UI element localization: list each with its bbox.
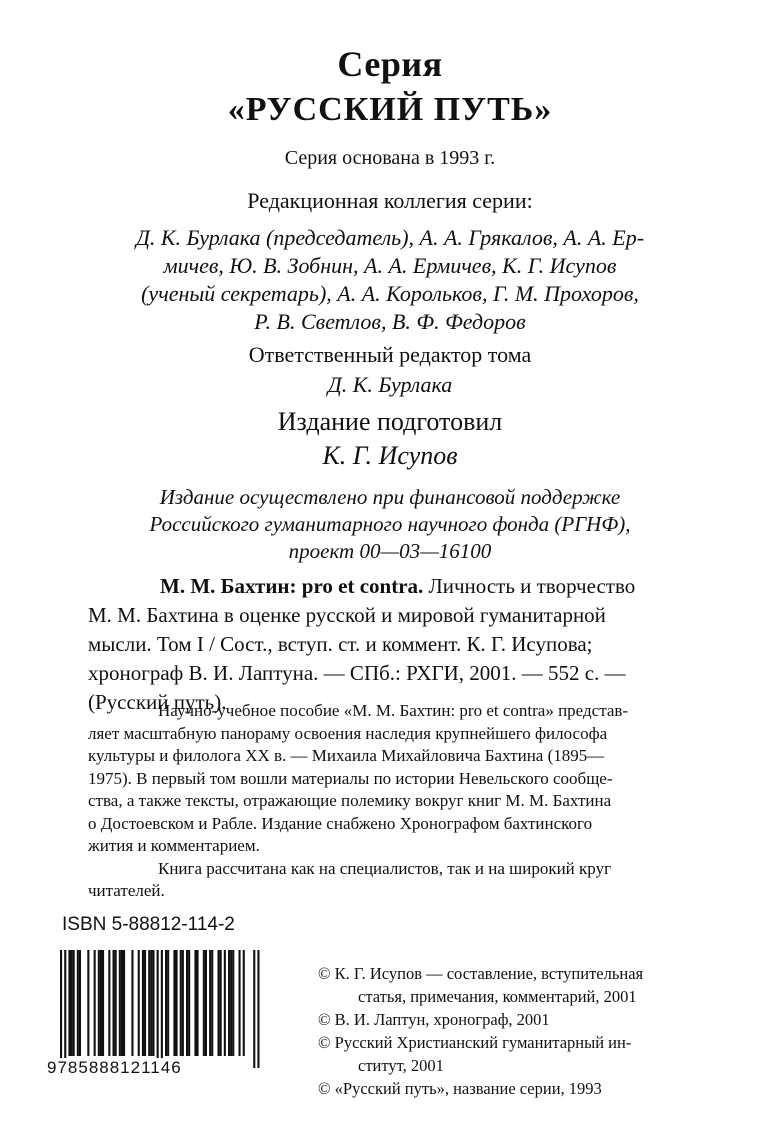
barcode-bar bbox=[228, 950, 230, 1056]
barcode-bar bbox=[68, 950, 70, 1056]
barcode-bar bbox=[144, 950, 146, 1056]
barcode bbox=[46, 950, 260, 1070]
barcode-bar bbox=[148, 950, 150, 1056]
copyright-line: © К. Г. Исупов — составление, вступительная bbox=[318, 964, 644, 983]
barcode-bar bbox=[257, 950, 259, 1068]
grant-line: Издание осуществлено при финансовой поддержке bbox=[159, 485, 621, 509]
board-line: Р. В. Светлов, В. Ф. Федоров bbox=[254, 309, 526, 334]
editor-name: Д. К. Бурлака bbox=[327, 372, 453, 397]
barcode-bar bbox=[182, 950, 184, 1056]
biblio-line: М. М. Бахтина в оценке русской и мировой гуманитарной bbox=[88, 603, 606, 627]
barcode-bar bbox=[77, 950, 79, 1056]
barcode-bar bbox=[167, 950, 169, 1056]
board-line: мичев, Ю. В. Зобнин, А. А. Ермичев, К. Г. Исупов bbox=[163, 253, 617, 278]
series-name: «РУССКИЙ ПУТЬ» bbox=[227, 91, 553, 128]
copyright-line: ститут, 2001 bbox=[358, 1056, 444, 1075]
copyright-line: © Русский Христианский гуманитарный ин- bbox=[318, 1033, 632, 1052]
abstract-line: ства, а также тексты, отражающие полемику вокруг книг М. М. Бахтина bbox=[88, 791, 612, 810]
barcode-bar bbox=[87, 950, 89, 1056]
biblio-line-rest: Личность и творчество bbox=[423, 574, 636, 598]
barcode-digits: 9785888121146 bbox=[47, 1058, 182, 1077]
barcode-bar bbox=[131, 950, 133, 1056]
book-title: М. М. Бахтин: pro et contra. bbox=[160, 574, 424, 598]
abstract-line: Научно-учебное пособие «М. М. Бахтин: pro et contra» представ- bbox=[158, 701, 629, 720]
abstract bbox=[88, 700, 728, 903]
barcode-bar bbox=[239, 950, 241, 1056]
barcode-bar bbox=[71, 950, 73, 1056]
barcode-bar bbox=[123, 950, 125, 1056]
editor-heading: Ответственный редактор тома bbox=[248, 342, 532, 367]
grant-line: проект 00—03—16100 bbox=[288, 539, 492, 563]
board-line: (ученый секретарь), А. А. Корольков, Г. М. Прохоров, bbox=[141, 281, 639, 306]
barcode-bar bbox=[98, 950, 100, 1056]
abstract-line: культуры и филолога XX в. — Михаила Михайловича Бахтина (1895— bbox=[88, 746, 605, 765]
barcode-bar bbox=[180, 950, 182, 1056]
barcode-bar bbox=[108, 950, 110, 1056]
copyright-line: © «Русский путь», название серии, 1993 bbox=[318, 1079, 602, 1098]
barcode-bar bbox=[211, 950, 213, 1056]
board-line: Д. К. Бурлака (председатель), А. А. Грякалов, А. А. Ер- bbox=[135, 225, 645, 250]
grant-line: Российского гуманитарного научного фонда (РГНФ), bbox=[149, 512, 631, 536]
biblio-first-line bbox=[88, 572, 720, 601]
barcode-bar bbox=[188, 950, 190, 1056]
abstract-line: 1975). В первый том вошли материалы по истории Невельского сообще- bbox=[88, 768, 613, 788]
barcode-bar bbox=[176, 950, 178, 1056]
barcode-bar bbox=[94, 950, 96, 1056]
barcode-bar bbox=[173, 950, 175, 1056]
barcode-bar bbox=[102, 950, 104, 1056]
barcode-bar bbox=[142, 950, 144, 1056]
copyright-line: статья, примечания, комментарий, 2001 bbox=[358, 987, 637, 1006]
board-members bbox=[60, 224, 720, 336]
prepared-heading: Издание подготовил bbox=[277, 407, 503, 436]
barcode-bar bbox=[194, 950, 196, 1056]
barcode-bar bbox=[150, 950, 152, 1056]
barcode-bar bbox=[209, 950, 211, 1056]
barcode-bar bbox=[60, 950, 62, 1068]
copyright-line: © В. И. Лаптун, хронограф, 2001 bbox=[318, 1010, 550, 1029]
series-founded: Серия основана в 1993 г. bbox=[284, 147, 496, 169]
barcode-bar bbox=[115, 950, 117, 1056]
isbn: ISBN 5-88812-114-2 bbox=[62, 914, 235, 935]
barcode-bar bbox=[79, 950, 81, 1056]
barcode-bar bbox=[165, 950, 167, 1056]
barcode-bar bbox=[203, 950, 205, 1056]
abstract-line: ляет масштабную панораму освоения наследия крупнейшего философа bbox=[88, 723, 608, 743]
abstract-line: жития и комментарием. bbox=[88, 836, 260, 855]
barcode-bar bbox=[73, 950, 75, 1056]
barcode-bar bbox=[220, 950, 222, 1056]
barcode-bar bbox=[100, 950, 102, 1056]
series-label: Серия bbox=[337, 44, 443, 84]
abstract-line: читателей. bbox=[88, 881, 165, 900]
barcode-bar bbox=[243, 950, 245, 1056]
barcode-bar bbox=[121, 950, 123, 1056]
biblio-line: (Русский путь). bbox=[88, 690, 227, 714]
barcode-bar bbox=[253, 950, 255, 1068]
abstract-line: о Достоевском и Рабле. Издание снабжено Хронографом бахтинского bbox=[88, 813, 593, 833]
barcode-bar bbox=[138, 950, 140, 1056]
biblio-line: мысли. Том I / Сост., вступ. ст. и коммент. К. Г. Исупова; bbox=[88, 632, 593, 656]
barcode-bar bbox=[152, 950, 154, 1056]
copyright-block bbox=[318, 962, 738, 1100]
barcode-bar bbox=[64, 950, 66, 1068]
board-heading: Редакционная коллегия серии: bbox=[247, 188, 533, 213]
barcode-bar bbox=[186, 950, 188, 1056]
barcode-bar bbox=[113, 950, 115, 1056]
barcode-bar bbox=[205, 950, 207, 1056]
abstract-line: Книга рассчитана как на специалистов, так и на широкий круг bbox=[158, 858, 612, 878]
barcode-bar bbox=[119, 950, 121, 1056]
prepared-name: К. Г. Исупов bbox=[322, 441, 458, 470]
barcode-bar bbox=[157, 950, 159, 1068]
bibliographic-entry bbox=[88, 572, 720, 717]
barcode-bar bbox=[218, 950, 220, 1056]
barcode-bar bbox=[224, 950, 226, 1056]
barcode-bar bbox=[230, 950, 232, 1056]
biblio-line: хронограф В. И. Лаптуна. — СПб.: РХГИ, 2001. — 552 с. — bbox=[88, 661, 626, 685]
grant-note bbox=[60, 484, 720, 565]
barcode-bar bbox=[197, 950, 199, 1056]
barcode-bar bbox=[232, 950, 234, 1056]
barcode-bar bbox=[161, 950, 163, 1068]
